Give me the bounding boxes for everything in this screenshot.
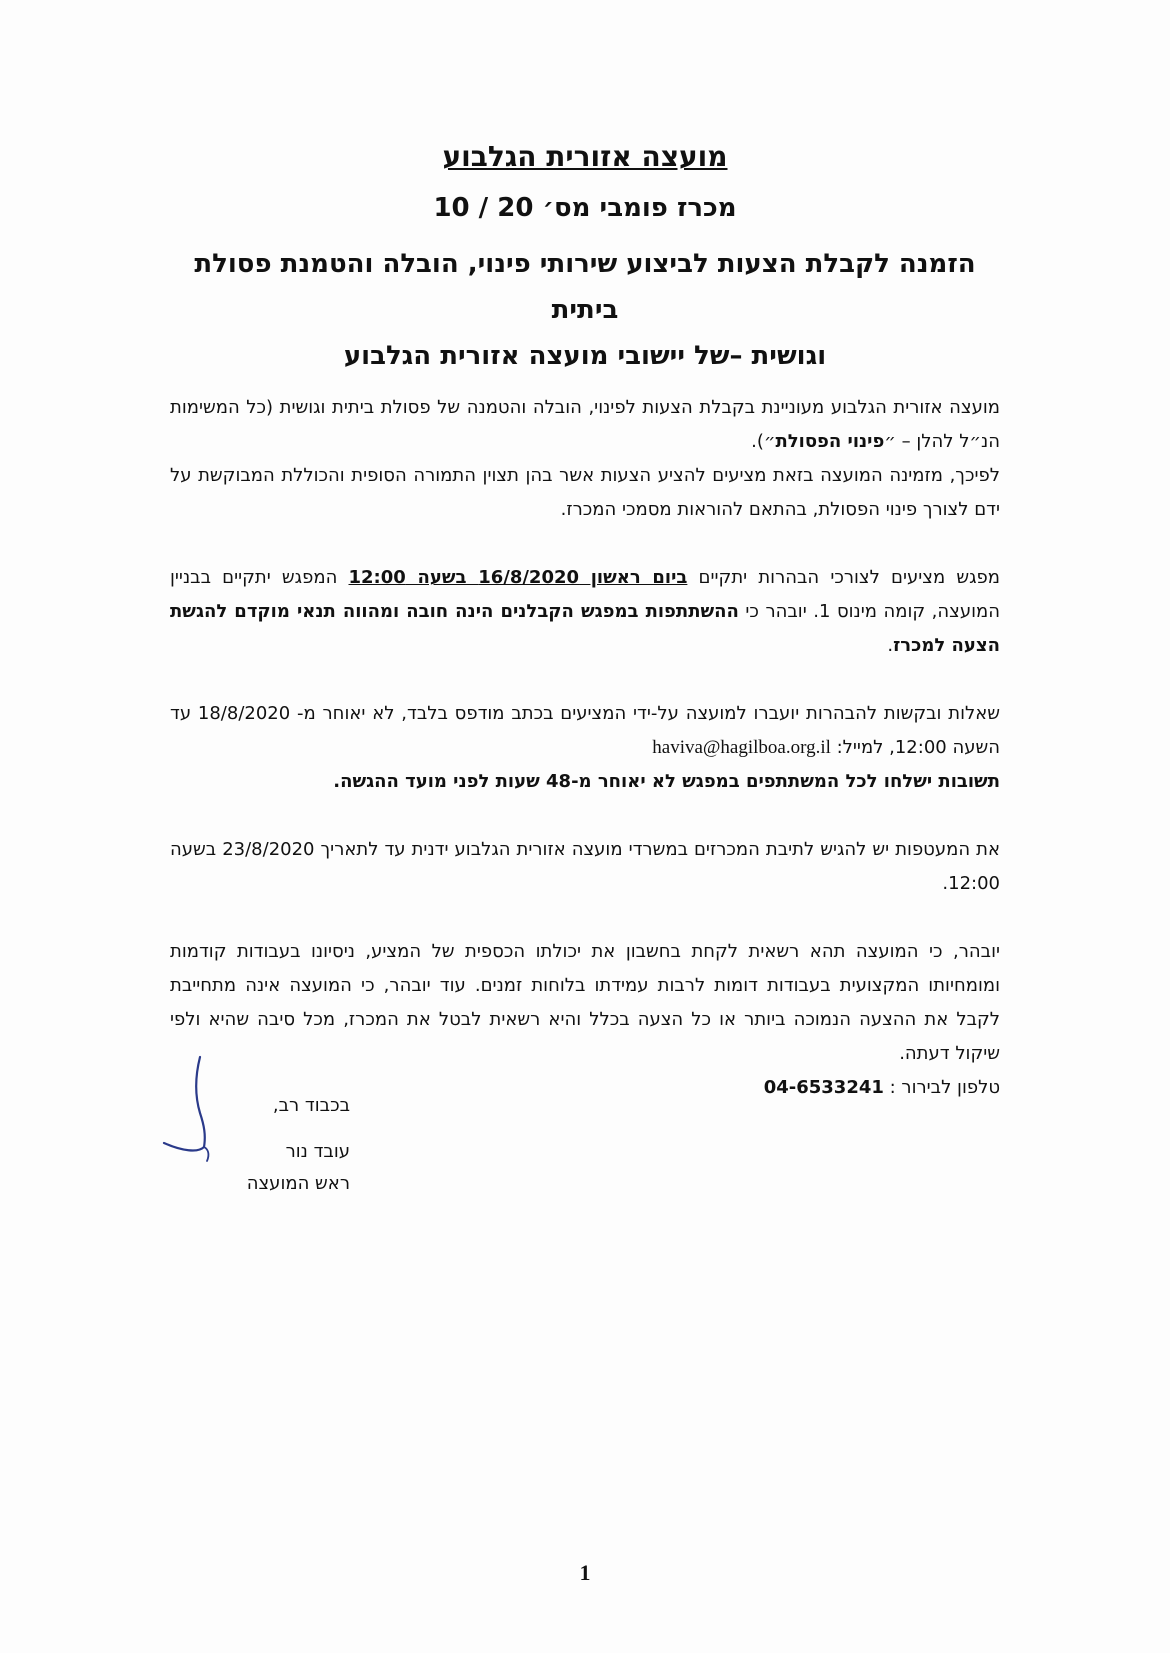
meeting-text-1: מפגש מציעים לצורכי הבהרות יתקיים — [687, 567, 1000, 588]
meeting-text-3: . — [887, 635, 894, 656]
contact-email-link[interactable]: haviva@hagilboa.org.il — [652, 737, 831, 758]
questions-paragraph — [170, 697, 1000, 765]
meeting-text-2: המפגש יתקיים בבניין המועצה, קומה מינוס 1. יובהר כי — [170, 567, 1001, 622]
tender-subject — [170, 241, 1000, 379]
intro-paragraph — [170, 391, 1000, 459]
meeting-paragraph — [170, 561, 1000, 663]
signoff-greeting: בכבוד רב, — [272, 1095, 350, 1116]
phone-number: 04-6533241 — [763, 1077, 884, 1098]
submission-paragraph: את המעטפות יש להגיש לתיבת המכרזים במשרדי מועצה אזורית הגלבוע ידנית עד לתאריך 23/8/2020 בשעה 12:00. — [170, 839, 1000, 894]
answers-paragraph: תשובות ישלחו לכל המשתתפים במפגש לא יאוחר מ-48 שעות לפני מועד ההגשה. — [333, 771, 1000, 792]
council-title: מועצה אזורית הגלבוע — [442, 140, 728, 173]
signatory-role: ראש המועצה — [246, 1173, 350, 1194]
signatory-name: עובד נור — [285, 1141, 350, 1162]
intro-defined-term: פינוי הפסולת — [775, 431, 885, 452]
subject-line-2: וגושית –של יישובי מועצה אזורית הגלבוע — [343, 341, 827, 371]
clarification-paragraph: יובהר, כי המועצה תהא רשאית לקחת בחשבון את יכולתו הכספית של המציע, ניסיונו בעבודות קודמות ומומחיותו המקצועית בעבודות דומות לרבות עמידתו בלוחות זמנים. עוד יובהר, כי המועצה אינה מתחייבת לקבל את ההצעה הנמוכה ביותר או כל הצעה בכלל והיא רשאית לבטל את המכרז, מכל סיבה שהיא ולפי שיקול דעתה. — [170, 941, 1000, 1064]
tender-number: מכרז פומבי מס׳ 20 / 10 — [433, 193, 737, 223]
invitation-paragraph: לפיכך, מזמינה המועצה בזאת מציעים להציע הצעות אשר בהן תצוין התמורה הסופית והכוללת המבוקשת על ידם לצורך פינוי הפסולת, בהתאם להוראות מסמכי המכרז. — [170, 465, 1000, 520]
phone-label: טלפון לבירור : — [883, 1077, 1000, 1098]
subject-line-1: הזמנה לקבלת הצעות לביצוע שירותי פינוי, הובלה והטמנת פסולת ביתית — [194, 249, 976, 325]
page-number: 1 — [579, 1560, 591, 1585]
intro-text-1: מועצה אזורית הגלבוע מעוניינת בקבלת הצעות לפינוי, הובלה והטמנה של פסולת ביתית וגושית (כל המשימות הנ״ל להלן – ״ — [170, 397, 1000, 452]
handwritten-signature — [160, 1055, 250, 1165]
letter-body — [170, 140, 1000, 1105]
meeting-date-time: ביום ראשון 16/8/2020 בשעה 12:00 — [348, 567, 688, 588]
meeting-mandatory-note: ההשתתפות במפגש הקבלנים הינה חובה ומהווה תנאי מוקדם להגשת הצעה למכרז — [170, 601, 1000, 656]
questions-text: שאלות ובקשות להבהרות יועברו למועצה על-ידי המציעים בכתב מודפס בלבד, לא יאוחר מ- 18/8/2020 עד השעה 12:00, למייל: — [170, 703, 1000, 758]
signoff-block — [247, 1090, 350, 1200]
intro-text-2: ״). — [751, 431, 776, 452]
